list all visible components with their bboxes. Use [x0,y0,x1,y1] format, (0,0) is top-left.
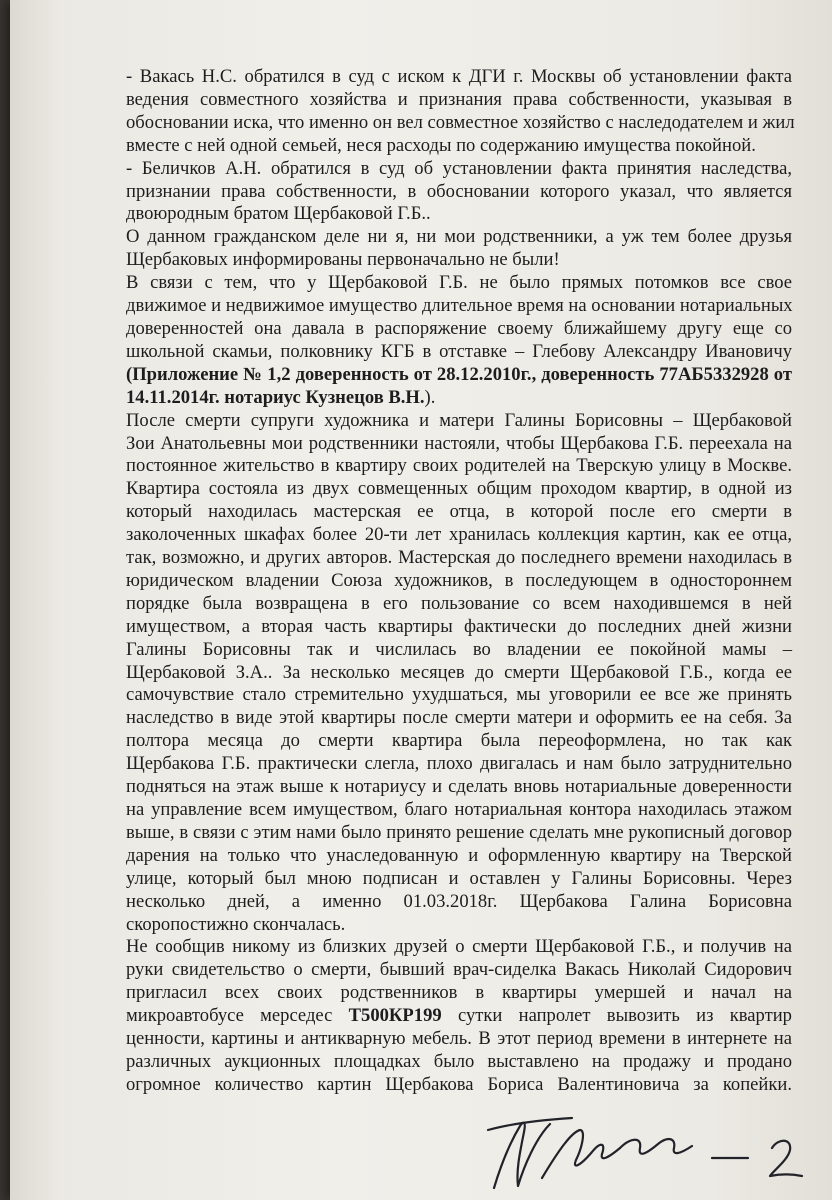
document-page [10,0,832,1200]
handwritten-signature [480,1108,820,1200]
text-line: подняться на этаж выше к нотариусу и сделать вновь нотариальные доверенности [126,776,792,798]
text-line: дарения на только что унаследованную и оформленную квартиру на Тверской [126,844,792,866]
text-line: Не сообщив никому из близких друзей о смерти Щербаковой Г.Б., и получив на [126,936,792,958]
text-line: ведения совместного хозяйства и признания права собственности, указывая в [126,88,792,110]
text-line: имуществом, а вторая часть квартиры фактически до последних дней жизни [126,615,792,637]
paragraph-vakas-claim [90,66,795,158]
text-line: После смерти супруги художника и матери Галины Борисовны – Щербаковой [126,409,792,431]
text-line: В связи с тем, что у Щербаковой Г.Б. не было прямых потомков все свое [126,272,792,294]
text-line: Галины Борисовны так и числилась во владении ее покойной мамы – [126,638,792,660]
text-line: самочувствие стало стремительно ухудшаться, мы уговорили ее все же принять [126,684,792,706]
paragraph-removal-of-property [90,936,792,1096]
text-line: Щербакова Г.Б. практически слегла, плохо двигалась и нам было затруднительно [126,753,792,775]
text-line [90,364,792,387]
text-line: руки свидетельство о смерти, бывший врач-сиделка Вакась Николай Сидорович [126,959,792,981]
vehicle-plate: Т500КР199 [348,1005,442,1027]
text-line: юридическом владении Союза художников, в последующем в одностороннем [126,569,792,591]
text-line: пригласил всех своих родственников в квартиры умершей и начал на [126,982,792,1004]
appendix-close: ). [424,386,436,408]
text-line: так, возможно, и других авторов. Мастерская до последнего времени находилась в [126,547,792,569]
text-line: постоянное жительство в квартиру своих родителей на Тверскую улицу в Москве. [126,455,792,477]
appendix-reference: (Приложение № 1,2 доверенность от 28.12.2010г., доверенность 77АБ5332928 от [126,363,792,385]
text-line: различных аукционных площадках было выставлено на продажу и продано [126,1050,792,1072]
text-line: Щербаковых информированы первоначально не были! [126,249,560,271]
text-line: двоюродным братом Щербаковой Г.Б.. [126,203,431,225]
text-line: ценности, картины и антикварную мебель. В этот период времени в интернете на [126,1028,792,1050]
text-line: - Вакась Н.С. обратился в суд с иском к ДГИ г. Москвы об установлении факта [126,66,792,87]
text-line: улице, который был мною подписан и оставлен у Галины Борисовны. Через [126,867,792,889]
text-line: - Беличков А.Н. обратился в суд об установлении факта принятия наследства, [126,157,792,179]
paragraph-power-of-attorney [90,272,792,409]
text-line: вместе с ней одной семьей, неся расходы по содержанию имущества покойной. [126,134,756,156]
text-line: доверенностей она давала в распоряжение своему ближайшему другу еще со [126,317,792,339]
text-fragment: сутки напролет вывозить из квартир [457,1005,792,1027]
text-line: Квартира состояла из двух совмещенных общим проходом квартир, в одной из [126,478,792,500]
paragraph-apartment-history [90,410,792,937]
text-line: наследство в виде этой квартиры после смерти матери и оформить ее на себя. За [126,707,792,729]
text-line: порядке была возвращена в его пользование со всем находившемся в ней [126,592,792,614]
paragraph-not-informed [90,226,792,272]
appendix-reference-cont: 14.11.2014г. нотариус Кузнецов В.Н. [126,386,425,408]
text-line: выше, в связи с этим нами было принято решение сделать мне рукописный договор [126,821,792,843]
document-body [90,66,795,1097]
text-line: Зои Анатольевны мои родственники настояли, чтобы Щербакова Г.Б. переехала на [126,432,792,454]
text-fragment: микроавтобусе мерседес [126,1005,333,1027]
text-line: огромное количество картин Щербакова Бориса Валентиновича за копейки. [126,1073,792,1095]
text-line: признании права собственности, в обосновании которого указал, что является [126,180,792,202]
text-line: который находилась мастерская ее отца, в которой после его смерти в [126,501,792,523]
text-line: обосновании иска, что именно он вел совместное хозяйство с наследодателем и жил [126,111,795,133]
text-line: О данном гражданском деле ни я, ни мои родственники, а уж тем более друзья [126,226,792,248]
text-line: заколоченных шкафах более 20-ти лет хранилась коллекция картин, как ее отца, [126,524,792,546]
paragraph-belichkov-claim [90,158,792,227]
text-line: Щербаковой З.А.. За несколько месяцев до смерти Щербаковой Г.Б., когда ее [126,661,792,683]
text-line: школьной скамьи, полковнику КГБ в отставке – Глебову Александру Ивановичу [126,340,792,362]
text-line: полтора месяца до смерти квартира была переоформлена, но так как [126,730,792,752]
text-line: движимое и недвижимое имущество длительное время на основании нотариальных [126,295,793,317]
text-line [90,387,792,410]
text-line [90,1005,792,1028]
text-line: на управление всем имуществом, благо нотариальная контора находилась этажом [126,799,792,820]
text-line: скоропостижно скончалась. [126,913,346,935]
text-line: несколько дней, а именно 01.03.2018г. Щербакова Галина Борисовна [126,890,792,912]
